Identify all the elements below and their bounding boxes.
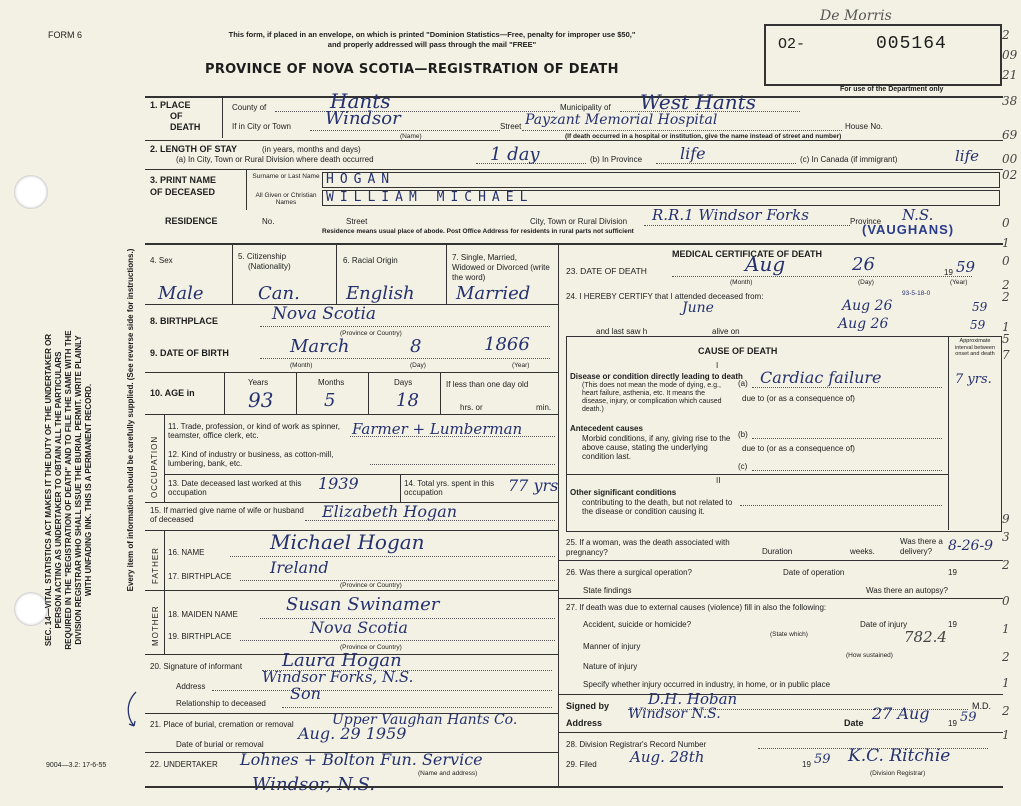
interval-title: Approximate interval between onset and death: [954, 338, 996, 357]
antecedent-label: Antecedent causes: [570, 424, 643, 433]
medical-title: MEDICAL CERTIFICATE OF DEATH: [672, 249, 822, 259]
citizen-value: Can.: [258, 283, 300, 304]
birthplace-line: [260, 326, 550, 327]
last-saw-value: Aug 26: [838, 316, 889, 332]
stay-b-label: (b) In Province: [590, 155, 643, 164]
form-number: FORM 6: [48, 30, 83, 40]
residence-street-label: Street: [346, 217, 368, 226]
margin-code: 7: [1002, 348, 1010, 362]
stay-c-label: (c) In Canada (if immigrant): [800, 155, 898, 164]
date-injury-label: Date of injury: [860, 620, 908, 629]
years-label: Years: [248, 378, 269, 387]
residence-division-value: R.R.1 Windsor Forks: [652, 206, 809, 224]
margin-code: 1: [1002, 728, 1010, 742]
undertaker-address: Windsor, N.S.: [252, 774, 375, 795]
birthplace-caption: (Province or Country): [340, 330, 402, 337]
city-value: Windsor: [325, 108, 401, 129]
father-prov-caption: (Province or Country): [340, 582, 402, 589]
rule: [558, 560, 1003, 561]
death-date-line: [672, 276, 972, 277]
mother-birth-value: Nova Scotia: [310, 618, 408, 637]
margin-code: 2: [1002, 704, 1010, 718]
margin-code: 38: [1002, 94, 1018, 108]
mother-name-value: Susan Swinamer: [286, 594, 440, 615]
dob-day: 8: [410, 336, 422, 357]
hrs-label: hrs. or: [460, 403, 483, 412]
less-day-label: If less than one day old: [446, 380, 529, 389]
informant-address-line: [212, 690, 552, 691]
stay-b-value: life: [680, 144, 706, 163]
margin-code: 2: [1002, 558, 1010, 572]
father-birth-value: Ireland: [270, 558, 329, 577]
divider: [164, 414, 165, 502]
print-name-label: 3. PRINT NAME OF DECEASED: [150, 175, 217, 197]
margin-code: 00: [1002, 152, 1018, 166]
margin-code: 21: [1002, 68, 1018, 82]
margin-code: 9: [1002, 512, 1010, 526]
divider: [296, 372, 297, 414]
father-birth-label: 17. BIRTHPLACE: [168, 572, 232, 581]
nature-label: Nature of injury: [583, 662, 638, 671]
street-label: Street: [500, 122, 522, 131]
total-years-label: 14. Total yrs. spent in this occupation: [404, 479, 495, 497]
every-item-side-text: Every item of information should be carefully supplied. (See reverse side for instructions.): [126, 248, 135, 592]
cause-c-line: [752, 470, 942, 471]
due-to-b: due to (or as a consequence of): [742, 444, 855, 453]
residence-note: Residence means usual place of abode. Post Office Address for residents in rural parts not sufficient: [322, 228, 634, 235]
divider: [232, 244, 233, 304]
other-label: Other significant conditions: [570, 488, 677, 497]
name-caption: (Name): [400, 133, 422, 140]
cause-title: CAUSE OF DEATH: [698, 346, 778, 356]
attended-from: June: [682, 300, 714, 316]
house-label: House No.: [845, 122, 883, 131]
father-name-line: [230, 556, 555, 557]
rule: [164, 474, 558, 475]
injury-year-label: 19: [948, 620, 957, 629]
cause-a-value: Cardiac failure: [760, 368, 882, 387]
mother-name-label: 18. MAIDEN NAME: [168, 610, 238, 619]
occupation-side-label: OCCUPATION: [150, 435, 159, 498]
reg-prefix: O2-: [778, 36, 806, 53]
death-date-day: 26: [852, 254, 875, 275]
divider: [446, 244, 447, 304]
certify-code: 93-5-18-0: [902, 290, 931, 297]
attended-year: 59: [972, 300, 988, 314]
racial-value: English: [346, 283, 415, 304]
corner-name: De Morris: [820, 8, 892, 24]
rule: [558, 598, 1003, 599]
other-line: [740, 505, 942, 506]
divider: [440, 372, 441, 414]
father-side-label: FATHER: [151, 547, 160, 584]
frame-top: [145, 96, 1003, 98]
stay-a-value: 1 day: [490, 144, 540, 165]
rule: [145, 414, 558, 415]
manner-value: 782.4: [904, 628, 947, 646]
cause-a-label: (a): [738, 379, 748, 388]
margin-code: 69: [1002, 128, 1018, 142]
divider: [400, 474, 401, 502]
street-value: Payzant Memorial Hospital: [525, 112, 718, 128]
last-worked-label: 13. Date deceased last worked at this occupation: [168, 479, 302, 497]
stay-b-line: [656, 163, 796, 164]
burial-place-value: Upper Vaughan Hants Co.: [332, 712, 518, 728]
hospital-note: (If death occurred in a hospital or institution, give the name instead of street and number): [565, 133, 842, 140]
burial-date-label: Date of burial or removal: [176, 740, 264, 749]
margin-code: 1: [1002, 236, 1010, 250]
margin-arrow-mark: [122, 690, 142, 730]
margin-code: 1: [1002, 676, 1010, 690]
father-birth-line: [240, 580, 555, 581]
given-label: All Given or Christian Names: [255, 192, 317, 206]
surname-value: HOGAN: [326, 172, 396, 187]
city-label: If in City or Town: [232, 122, 291, 131]
death-date-year: 59: [956, 258, 976, 276]
informant-address-value: Windsor Forks, N.S.: [262, 668, 414, 686]
disease-note: (This does not mean the mode of dying, e.g., heart failure, asthenia, etc. It means the disease, injury, or complication which caused death.): [582, 382, 722, 413]
age-months: 5: [324, 390, 336, 411]
state-which-cap: (State which): [770, 631, 808, 638]
filed-label: 29. Filed: [566, 760, 597, 769]
death-day-cap: (Day): [858, 279, 874, 286]
last-saw-label: and last saw h: [596, 327, 648, 336]
division-line: [644, 225, 850, 226]
racial-label: 6. Racial Origin: [343, 256, 398, 265]
death-date-label: 23. DATE OF DEATH: [566, 266, 647, 276]
rule: [558, 732, 1003, 733]
signed-value: D.H. Hoban: [648, 690, 738, 708]
last-worked-value: 1939: [318, 474, 359, 493]
street-line: [522, 130, 842, 131]
divider: [336, 244, 337, 304]
center-divider: [558, 244, 559, 786]
surgery-label: 26. Was there a surgical operation?: [566, 568, 692, 577]
margin-code: 3: [1002, 530, 1010, 544]
divider: [164, 590, 165, 654]
trade-value: Farmer + Lumberman: [352, 420, 523, 438]
sec14-side-text: SEC. 14—VITAL STATISTICS ACT MAKES IT THE DUTY OF THE UNDERTAKER OR PERSON ACTING AS UNDERTAKER TO OBTAIN ALL THE PARTICULARS REQUIRED IN THE "REGISTRATION OF DEATH" AND TO FILE THE SAME WITH THE DIVISION REGISTRAR WHO SHALL ISSUE THE BURIAL PERMIT. WRITE PLAINLY WITH UNFADING INK. THIS IS A PERMANENT RECORD.: [44, 330, 93, 650]
birthplace-label: 8. BIRTHPLACE: [150, 316, 219, 326]
margin-code: 5: [1002, 332, 1010, 346]
residence-label: RESIDENCE: [165, 216, 218, 226]
month-caption: (Month): [290, 362, 313, 369]
filed-value: Aug. 28th: [630, 748, 705, 766]
frame-bottom: [145, 786, 1003, 788]
cause-b-label: (b): [738, 430, 748, 439]
trade-label: 11. Trade, profession, or kind of work as spinner, teamster, office clerk, etc.: [168, 422, 340, 440]
industry-label: 12. Kind of industry or business, as cotton-mill, lumbering, bank, etc.: [168, 450, 334, 468]
mail-notice: This form, if placed in an envelope, on which is printed "Dominion Statistics—Free, penalty for improper use $50," and properly addressed will pass through the mail "FREE": [228, 30, 636, 49]
signed-label: Signed by: [566, 701, 610, 711]
margin-code: 0: [1002, 594, 1010, 608]
record-number-label: 28. Division Registrar's Record Number: [566, 740, 707, 749]
filed-year: 59: [814, 752, 831, 767]
industry-line: [370, 464, 555, 465]
rule: [145, 169, 1003, 170]
certify-label: 24. I HEREBY CERTIFY that I attended deceased from:: [566, 292, 764, 301]
sex-value: Male: [158, 283, 204, 304]
undertaker-caption: (Name and address): [418, 770, 478, 777]
burial-place-label: 21. Place of burial, cremation or removal: [150, 720, 294, 729]
death-year-cap: (Year): [950, 279, 968, 286]
age-label: 10. AGE in: [150, 388, 195, 398]
external-label: 27. If death was due to external causes (violence) fill in also the following:: [566, 603, 827, 612]
spouse-label: 15. If married give name of wife or husband of deceased: [150, 506, 304, 524]
age-days: 18: [396, 390, 419, 411]
cause-c-label: (c): [738, 462, 748, 471]
weeks-label: weeks.: [850, 547, 875, 556]
given-value: WILLIAM MICHAEL: [326, 190, 534, 205]
residence-province-label: Province: [850, 217, 882, 226]
antecedent-note: Morbid conditions, if any, giving rise to the above cause, stating the underlying condition last.: [582, 434, 731, 461]
cause-b-line: [752, 438, 942, 439]
sign-date-label: Date: [844, 718, 864, 728]
mother-birth-label: 19. BIRTHPLACE: [168, 632, 232, 641]
how-sustained-cap: (How sustained): [846, 652, 893, 659]
residence-no-label: No.: [262, 217, 275, 226]
min-label: min.: [536, 403, 552, 412]
citizen-label: 5. Citizenship (Nationality): [238, 252, 291, 271]
birthplace-value: Nova Scotia: [272, 304, 377, 324]
pregnancy-label: 25. If a woman, was the death associated with pregnancy?: [566, 538, 730, 557]
margin-code: 0: [1002, 254, 1010, 268]
informant-sig-label: 20. Signature of informant: [150, 662, 243, 671]
mother-prov-caption: (Province or Country): [340, 644, 402, 651]
municipality-value: West Hants: [640, 90, 756, 114]
city-line: [310, 130, 500, 131]
residence-province-value: N.S.: [902, 206, 934, 224]
disease-label: Disease or condition directly leading to death: [570, 372, 743, 381]
margin-code: 1: [1002, 622, 1010, 636]
months-label: Months: [318, 378, 345, 387]
rule-thick: [145, 243, 1003, 245]
divider: [222, 98, 223, 138]
manner-label: Manner of injury: [583, 642, 641, 651]
rule: [145, 590, 558, 591]
dob-line: [260, 358, 550, 359]
stay-sub: (in years, months and days): [262, 145, 361, 154]
punch-hole-bottom: [14, 592, 48, 626]
divider: [368, 372, 369, 414]
father-name-label: 16. NAME: [168, 548, 205, 557]
state-findings-label: State findings: [583, 586, 632, 595]
year-caption: (Year): [512, 362, 530, 369]
registrar-value: K.C. Ritchie: [848, 746, 951, 766]
margin-code: 02: [1002, 168, 1018, 182]
undertaker-value: Lohnes + Bolton Fun. Service: [240, 750, 483, 769]
autopsy-label: Was there an autopsy?: [866, 586, 948, 595]
county-line: [275, 111, 555, 112]
divider: [224, 372, 225, 414]
relation-value: Son: [290, 684, 321, 703]
municipality-label: Municipality of: [560, 103, 611, 112]
registration-number-box: [764, 24, 1002, 86]
margin-code: 2: [1002, 650, 1010, 664]
divider: [164, 530, 165, 590]
death-date-month: Aug: [745, 252, 786, 276]
residence-division-label: City, Town or Rural Division: [530, 217, 628, 226]
margin-code: 2: [1002, 290, 1010, 304]
mother-birth-line: [240, 640, 555, 641]
dob-month: March: [290, 336, 350, 357]
rule: [567, 474, 948, 475]
interval-a-value: 7 yrs.: [955, 372, 992, 387]
relation-label: Relationship to deceased: [176, 699, 266, 708]
surname-box: [322, 172, 1000, 188]
mother-side-label: MOTHER: [151, 605, 160, 646]
md-label: M.D.: [972, 701, 991, 711]
divider: [246, 170, 247, 210]
rule: [558, 694, 1003, 695]
stay-a-label: (a) In City, Town or Rural Division where death occurred: [176, 155, 374, 164]
rule: [145, 372, 558, 373]
specify-label: Specify whether injury occurred in industry, in home, or in public place: [583, 680, 831, 689]
father-name-value: Michael Hogan: [270, 530, 425, 554]
interval-divider: [948, 337, 949, 530]
margin-code: 2: [1002, 28, 1010, 42]
sign-date-value: 27 Aug: [872, 704, 930, 723]
due-to-a: due to (or as a consequence of): [742, 394, 855, 403]
cause-a-line: [752, 387, 942, 388]
reg-number: 005164: [876, 34, 947, 54]
margin-codes: [1000, 28, 1021, 742]
place-label: 1. PLACE OF DEATH: [150, 100, 201, 132]
delivery-value: 8-26-9: [948, 538, 994, 554]
total-years-value: 77 yrs: [508, 476, 559, 495]
stay-c-value: life: [955, 147, 980, 165]
op-year-label: 19: [948, 568, 957, 577]
last-saw-year: 59: [970, 318, 986, 332]
punch-hole-top: [14, 175, 48, 209]
death-year-pre: 19: [944, 268, 953, 277]
dob-label: 9. DATE OF BIRTH: [150, 348, 229, 358]
stay-label: 2. LENGTH OF STAY: [150, 144, 238, 154]
other-note: contributing to the death, but not related to the disease or condition causing it.: [582, 498, 733, 516]
death-month-cap: (Month): [730, 279, 753, 286]
relation-line: [282, 707, 552, 708]
informant-sig-value: Laura Hogan: [282, 650, 402, 671]
attended-to: Aug 26: [842, 298, 893, 314]
form-title: PROVINCE OF NOVA SCOTIA—REGISTRATION OF DEATH: [205, 62, 619, 77]
margin-code: 09: [1002, 48, 1018, 62]
residence-stamp: (VAUGHANS): [862, 222, 955, 237]
dept-use-note: For use of the Department only: [840, 86, 944, 93]
address-value: Windsor N.S.: [628, 706, 721, 722]
age-years: 93: [248, 388, 274, 412]
county-label: County of: [232, 103, 267, 112]
sex-label: 4. Sex: [150, 256, 173, 265]
rule: [145, 140, 1003, 141]
duration-label: Duration: [762, 547, 793, 556]
surname-label: Surname or Last Name: [252, 173, 320, 180]
spouse-value: Elizabeth Hogan: [322, 502, 458, 521]
undertaker-label: 22. UNDERTAKER: [150, 760, 218, 769]
alive-on-label: alive on: [712, 327, 740, 336]
sign-year-pre: 19: [948, 719, 957, 728]
filed-year-pre: 19: [802, 760, 811, 769]
margin-code: 1: [1002, 320, 1010, 334]
sign-year: 59: [960, 710, 977, 725]
delivery-label: Was there a delivery?: [900, 537, 943, 556]
day-caption: (Day): [410, 362, 426, 369]
accident-label: Accident, suicide or homicide?: [583, 620, 692, 629]
address-label: Address: [566, 718, 603, 728]
registrar-caption: (Division Registrar): [870, 770, 926, 777]
marital-label: 7. Single, Married, Widowed or Divorced (write the word): [452, 253, 550, 282]
part-ii-label: II: [716, 476, 721, 485]
part-i-label: I: [716, 361, 719, 370]
county-value: Hants: [330, 89, 391, 113]
op-date-label: Date of operation: [783, 568, 845, 577]
marital-value: Married: [456, 283, 531, 304]
dob-year: 1866: [484, 334, 530, 355]
informant-address-label: Address: [176, 682, 206, 691]
margin-code: 0: [1002, 216, 1010, 230]
days-label: Days: [394, 378, 413, 387]
burial-date-value: Aug. 29 1959: [298, 724, 407, 743]
margin-code: 2: [1002, 278, 1010, 292]
footer-code: 9004—3.2: 17-6-55: [46, 762, 107, 769]
